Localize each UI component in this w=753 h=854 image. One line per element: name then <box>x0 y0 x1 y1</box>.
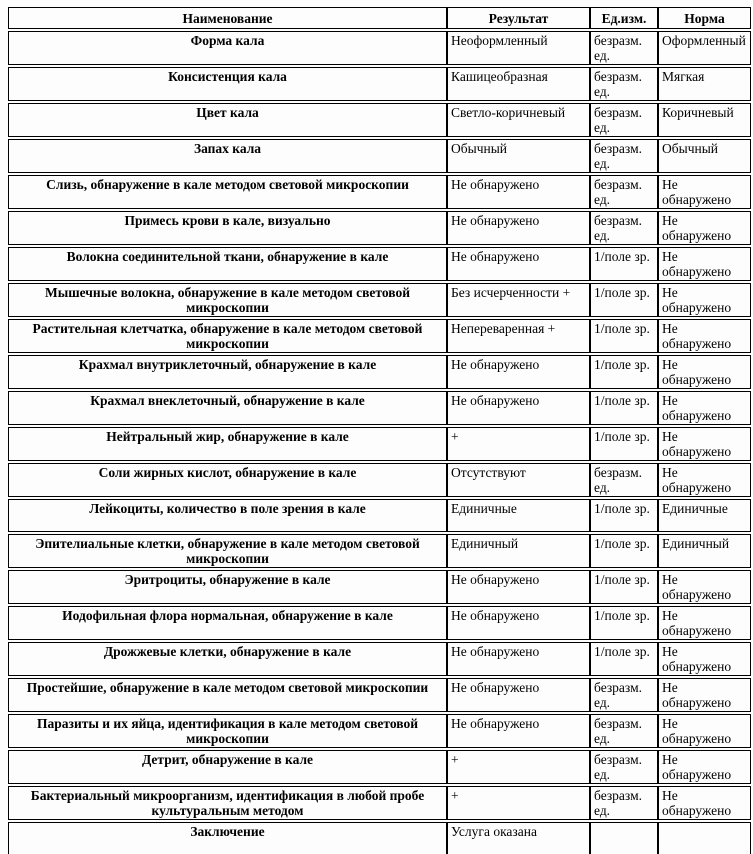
parameter-name-cell: Консистенция кала <box>8 67 447 101</box>
table-row <box>8 786 751 820</box>
parameter-name-cell: Растительная клетчатка, обнаружение в кале методом световой микроскопии <box>8 319 447 353</box>
norm-cell: Не обнаружено <box>658 642 751 676</box>
table-row <box>8 175 751 209</box>
header-row <box>8 7 751 29</box>
norm-cell: Обычный <box>658 139 751 173</box>
norm-cell: Не обнаружено <box>658 211 751 245</box>
parameter-name-cell: Эритроциты, обнаружение в кале <box>8 570 447 604</box>
table-row <box>8 391 751 425</box>
norm-cell <box>658 822 751 854</box>
unit-cell: 1/поле зр. <box>590 283 658 317</box>
unit-cell: безразм. ед. <box>590 786 658 820</box>
unit-cell: 1/поле зр. <box>590 570 658 604</box>
table-row <box>8 67 751 101</box>
unit-cell: безразм. ед. <box>590 175 658 209</box>
parameter-name-cell: Иодофильная флора нормальная, обнаружение в кале <box>8 606 447 640</box>
norm-cell: Не обнаружено <box>658 175 751 209</box>
unit-cell: 1/поле зр. <box>590 247 658 281</box>
table-row <box>8 499 751 532</box>
table-row <box>8 247 751 281</box>
table-row <box>8 427 751 461</box>
result-cell: Не обнаружено <box>447 175 590 209</box>
parameter-name-cell: Заключение <box>8 822 447 854</box>
result-cell: Услуга оказана <box>447 822 590 854</box>
parameter-name-cell: Бактериальный микроорганизм, идентификация в любой пробе культуральным методом <box>8 786 447 820</box>
norm-cell: Единичный <box>658 534 751 568</box>
unit-cell: безразм. ед. <box>590 463 658 497</box>
parameter-name-cell: Цвет кала <box>8 103 447 137</box>
norm-cell: Не обнаружено <box>658 750 751 784</box>
norm-cell: Не обнаружено <box>658 606 751 640</box>
column-header-norm: Норма <box>658 7 751 29</box>
unit-cell: безразм. ед. <box>590 678 658 712</box>
unit-cell: 1/поле зр. <box>590 642 658 676</box>
norm-cell: Оформленный <box>658 31 751 65</box>
parameter-name-cell: Мышечные волокна, обнаружение в кале методом световой микроскопии <box>8 283 447 317</box>
unit-cell: безразм. ед. <box>590 714 658 748</box>
norm-cell: Не обнаружено <box>658 570 751 604</box>
parameter-name-cell: Простейшие, обнаружение в кале методом световой микроскопии <box>8 678 447 712</box>
parameter-name-cell: Форма кала <box>8 31 447 65</box>
table-row <box>8 822 751 854</box>
result-cell: Не обнаружено <box>447 714 590 748</box>
lab-results-table <box>8 5 751 854</box>
result-cell: + <box>447 427 590 461</box>
norm-cell: Не обнаружено <box>658 355 751 389</box>
parameter-name-cell: Крахмал внеклеточный, обнаружение в кале <box>8 391 447 425</box>
unit-cell: 1/поле зр. <box>590 499 658 532</box>
result-cell: Не обнаружено <box>447 355 590 389</box>
unit-cell: 1/поле зр. <box>590 427 658 461</box>
parameter-name-cell: Лейкоциты, количество в поле зрения в кале <box>8 499 447 532</box>
table-row <box>8 642 751 676</box>
result-cell: Кашицеобразная <box>447 67 590 101</box>
table-row <box>8 211 751 245</box>
norm-cell: Не обнаружено <box>658 714 751 748</box>
table-row <box>8 31 751 65</box>
unit-cell: безразм. ед. <box>590 750 658 784</box>
parameter-name-cell: Паразиты и их яйца, идентификация в кале методом световой микроскопии <box>8 714 447 748</box>
table-row <box>8 534 751 568</box>
norm-cell: Коричневый <box>658 103 751 137</box>
result-cell: Не обнаружено <box>447 606 590 640</box>
unit-cell: безразм. ед. <box>590 67 658 101</box>
result-cell: Не обнаружено <box>447 570 590 604</box>
result-cell: + <box>447 786 590 820</box>
table-row <box>8 139 751 173</box>
norm-cell: Единичные <box>658 499 751 532</box>
column-header-name: Наименование <box>8 7 447 29</box>
parameter-name-cell: Запах кала <box>8 139 447 173</box>
table-row <box>8 714 751 748</box>
result-cell: Отсутствуют <box>447 463 590 497</box>
unit-cell: безразм. ед. <box>590 103 658 137</box>
table-row <box>8 283 751 317</box>
unit-cell <box>590 822 658 854</box>
parameter-name-cell: Волокна соединительной ткани, обнаружение в кале <box>8 247 447 281</box>
table-row <box>8 319 751 353</box>
table-row <box>8 606 751 640</box>
result-cell: Обычный <box>447 139 590 173</box>
result-cell: Не обнаружено <box>447 211 590 245</box>
parameter-name-cell: Примесь крови в кале, визуально <box>8 211 447 245</box>
table-row <box>8 463 751 497</box>
result-cell: Не обнаружено <box>447 391 590 425</box>
result-cell: Не обнаружено <box>447 678 590 712</box>
parameter-name-cell: Детрит, обнаружение в кале <box>8 750 447 784</box>
parameter-name-cell: Слизь, обнаружение в кале методом световой микроскопии <box>8 175 447 209</box>
unit-cell: 1/поле зр. <box>590 355 658 389</box>
result-cell: Неоформленный <box>447 31 590 65</box>
unit-cell: безразм. ед. <box>590 211 658 245</box>
column-header-result: Результат <box>447 7 590 29</box>
norm-cell: Не обнаружено <box>658 427 751 461</box>
table-row <box>8 678 751 712</box>
norm-cell: Не обнаружено <box>658 283 751 317</box>
norm-cell: Не обнаружено <box>658 463 751 497</box>
norm-cell: Не обнаружено <box>658 391 751 425</box>
table-row <box>8 570 751 604</box>
table-row <box>8 103 751 137</box>
table-body <box>8 31 751 854</box>
column-header-unit: Ед.изм. <box>590 7 658 29</box>
parameter-name-cell: Соли жирных кислот, обнаружение в кале <box>8 463 447 497</box>
table-header <box>8 7 751 29</box>
result-cell: Единичный <box>447 534 590 568</box>
norm-cell: Не обнаружено <box>658 678 751 712</box>
result-cell: Непереваренная + <box>447 319 590 353</box>
result-cell: Единичные <box>447 499 590 532</box>
norm-cell: Не обнаружено <box>658 247 751 281</box>
result-cell: + <box>447 750 590 784</box>
unit-cell: 1/поле зр. <box>590 534 658 568</box>
result-cell: Не обнаружено <box>447 247 590 281</box>
norm-cell: Мягкая <box>658 67 751 101</box>
unit-cell: 1/поле зр. <box>590 319 658 353</box>
norm-cell: Не обнаружено <box>658 319 751 353</box>
result-cell: Светло-коричневый <box>447 103 590 137</box>
parameter-name-cell: Нейтральный жир, обнаружение в кале <box>8 427 447 461</box>
result-cell: Не обнаружено <box>447 642 590 676</box>
parameter-name-cell: Эпителиальные клетки, обнаружение в кале методом световой микроскопии <box>8 534 447 568</box>
parameter-name-cell: Дрожжевые клетки, обнаружение в кале <box>8 642 447 676</box>
unit-cell: безразм. ед. <box>590 139 658 173</box>
unit-cell: 1/поле зр. <box>590 606 658 640</box>
unit-cell: 1/поле зр. <box>590 391 658 425</box>
result-cell: Без исчерченности + <box>447 283 590 317</box>
parameter-name-cell: Крахмал внутриклеточный, обнаружение в кале <box>8 355 447 389</box>
table-row <box>8 750 751 784</box>
norm-cell: Не обнаружено <box>658 786 751 820</box>
table-row <box>8 355 751 389</box>
unit-cell: безразм. ед. <box>590 31 658 65</box>
